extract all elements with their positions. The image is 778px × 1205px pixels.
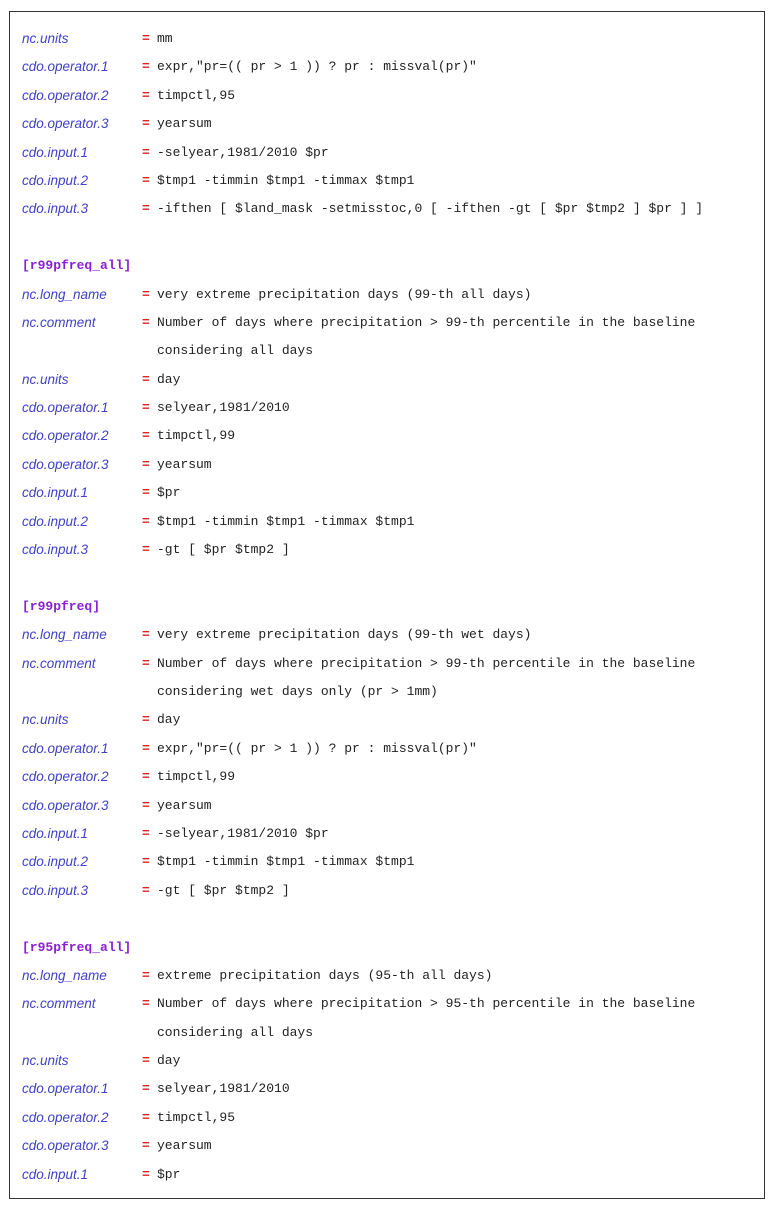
equals-sign: = (142, 87, 150, 103)
equals-sign: = (142, 854, 150, 870)
config-key: cdo.operator.3 (22, 1138, 109, 1154)
config-row (22, 1075, 758, 1103)
config-key: cdo.operator.3 (22, 116, 109, 132)
equals-sign: = (142, 825, 150, 841)
config-value: selyear,1981/2010 (157, 1081, 290, 1097)
equals-sign: = (142, 712, 150, 728)
config-value: extreme precipitation days (95-th all days) (157, 967, 493, 983)
config-value: timpctl,95 (157, 87, 236, 103)
equals-sign: = (142, 740, 150, 756)
config-value: $pr (157, 485, 181, 501)
equals-sign: = (142, 967, 150, 983)
config-value: very extreme precipitation days (99-th all days) (157, 286, 532, 302)
equals-sign: = (142, 769, 150, 785)
equals-sign: = (142, 116, 150, 132)
config-key: nc.comment (22, 314, 96, 330)
config-row (22, 508, 758, 536)
config-row (22, 1104, 758, 1132)
equals-sign: = (142, 456, 150, 472)
config-row (22, 1132, 758, 1160)
config-value: -selyear,1981/2010 $pr (157, 144, 329, 160)
config-key: cdo.input.1 (22, 485, 89, 501)
config-row (22, 422, 758, 450)
equals-sign: = (142, 797, 150, 813)
config-row (22, 451, 758, 479)
equals-sign: = (142, 1166, 150, 1182)
config-row (22, 281, 758, 309)
config-key: cdo.operator.2 (22, 1109, 109, 1125)
config-row (22, 195, 758, 223)
config-value: yearsum (157, 797, 212, 813)
config-row (22, 82, 758, 110)
config-value-continuation (22, 337, 758, 365)
config-value: yearsum (157, 116, 212, 132)
section-header-r99pfreq: [r99pfreq] (22, 598, 101, 614)
equals-sign: = (142, 996, 150, 1012)
config-row (22, 621, 758, 649)
config-key: nc.long_name (22, 286, 107, 302)
config-value: -selyear,1981/2010 $pr (157, 825, 329, 841)
config-value: considering all days (157, 1024, 314, 1040)
config-row (22, 962, 758, 990)
equals-sign: = (142, 144, 150, 160)
config-row (22, 735, 758, 763)
config-value: timpctl,99 (157, 769, 236, 785)
config-value: Number of days where precipitation > 99-th percentile in the baseline (157, 314, 696, 330)
config-key: cdo.input.2 (22, 172, 89, 188)
config-key: cdo.operator.1 (22, 1081, 109, 1097)
config-value: timpctl,99 (157, 428, 236, 444)
config-key: cdo.input.1 (22, 1166, 89, 1182)
config-row (22, 366, 758, 394)
equals-sign: = (142, 627, 150, 643)
config-row (22, 650, 758, 678)
config-key: cdo.operator.2 (22, 428, 109, 444)
config-value: Number of days where precipitation > 99-th percentile in the baseline (157, 655, 696, 671)
equals-sign: = (142, 1138, 150, 1154)
code-listing-frame (9, 11, 765, 1199)
equals-sign: = (142, 172, 150, 188)
blank-line (22, 564, 758, 592)
config-value: very extreme precipitation days (99-th wet days) (157, 627, 532, 643)
config-row (22, 479, 758, 507)
blank-line (22, 224, 758, 252)
config-key: nc.long_name (22, 967, 107, 983)
config-key: cdo.operator.2 (22, 769, 109, 785)
config-value: day (157, 712, 181, 728)
config-row (22, 990, 758, 1018)
config-key: nc.units (22, 31, 69, 46)
config-key: cdo.input.1 (22, 825, 89, 841)
config-value: mm (157, 31, 173, 46)
equals-sign: = (142, 513, 150, 529)
config-value: considering wet days only (pr > 1mm) (157, 683, 438, 699)
config-row (22, 1047, 758, 1075)
config-row (22, 53, 758, 81)
config-key: nc.long_name (22, 627, 107, 643)
config-value: Number of days where precipitation > 95-th percentile in the baseline (157, 996, 696, 1012)
config-value: timpctl,95 (157, 1109, 236, 1125)
config-value: -ifthen [ $land_mask -setmisstoc,0 [ -ifthen -gt [ $pr $tmp2 ] $pr ] ] (157, 201, 704, 217)
config-key: nc.comment (22, 996, 96, 1012)
config-row (22, 877, 758, 905)
config-row (22, 706, 758, 734)
section-header-r95pfreq-all: [r95pfreq_all] (22, 939, 132, 955)
config-key: cdo.operator.3 (22, 456, 109, 472)
equals-sign: = (142, 59, 150, 75)
config-row (22, 820, 758, 848)
config-key: cdo.operator.1 (22, 740, 109, 756)
config-value: day (157, 1053, 181, 1069)
config-value: -gt [ $pr $tmp2 ] (157, 882, 290, 898)
config-key: nc.units (22, 1053, 69, 1069)
config-value: considering all days (157, 343, 314, 359)
equals-sign: = (142, 31, 150, 46)
config-key: cdo.operator.1 (22, 59, 109, 75)
config-key: nc.comment (22, 655, 96, 671)
equals-sign: = (142, 314, 150, 330)
config-key: cdo.input.3 (22, 882, 89, 898)
blank-line (22, 905, 758, 933)
equals-sign: = (142, 882, 150, 898)
config-row (22, 763, 758, 791)
config-key: cdo.operator.2 (22, 87, 109, 103)
config-key: nc.units (22, 371, 69, 387)
config-row (22, 139, 758, 167)
equals-sign: = (142, 371, 150, 387)
config-row (22, 25, 758, 53)
config-value: yearsum (157, 456, 212, 472)
config-value: $tmp1 -timmin $tmp1 -timmax $tmp1 (157, 854, 415, 870)
config-value: yearsum (157, 1138, 212, 1154)
config-row (22, 1161, 758, 1189)
config-value: day (157, 371, 181, 387)
config-key: cdo.input.3 (22, 542, 89, 558)
config-row (22, 792, 758, 820)
config-value: $tmp1 -timmin $tmp1 -timmax $tmp1 (157, 513, 415, 529)
equals-sign: = (142, 428, 150, 444)
config-key: cdo.input.3 (22, 201, 89, 217)
equals-sign: = (142, 400, 150, 416)
config-row (22, 536, 758, 564)
equals-sign: = (142, 485, 150, 501)
config-row (22, 848, 758, 876)
config-value: expr,"pr=(( pr > 1 )) ? pr : missval(pr)" (157, 740, 477, 756)
config-key: cdo.input.2 (22, 513, 89, 529)
config-key: cdo.operator.3 (22, 797, 109, 813)
config-value: expr,"pr=(( pr > 1 )) ? pr : missval(pr)" (157, 59, 477, 75)
config-value: selyear,1981/2010 (157, 400, 290, 416)
config-key: cdo.operator.1 (22, 400, 109, 416)
equals-sign: = (142, 1081, 150, 1097)
config-row (22, 110, 758, 138)
config-key: cdo.input.2 (22, 854, 89, 870)
section-header-r99pfreq-all: [r99pfreq_all] (22, 258, 132, 274)
config-key: cdo.input.1 (22, 144, 89, 160)
config-value-continuation (22, 678, 758, 706)
config-row (22, 394, 758, 422)
equals-sign: = (142, 286, 150, 302)
config-value: -gt [ $pr $tmp2 ] (157, 542, 290, 558)
equals-sign: = (142, 1053, 150, 1069)
equals-sign: = (142, 655, 150, 671)
config-row (22, 167, 758, 195)
equals-sign: = (142, 1109, 150, 1125)
config-value-continuation (22, 1019, 758, 1047)
config-row (22, 309, 758, 337)
config-value: $pr (157, 1166, 181, 1182)
config-key: nc.units (22, 712, 69, 728)
equals-sign: = (142, 201, 150, 217)
code-listing (22, 25, 758, 1189)
config-value: $tmp1 -timmin $tmp1 -timmax $tmp1 (157, 172, 415, 188)
equals-sign: = (142, 542, 150, 558)
